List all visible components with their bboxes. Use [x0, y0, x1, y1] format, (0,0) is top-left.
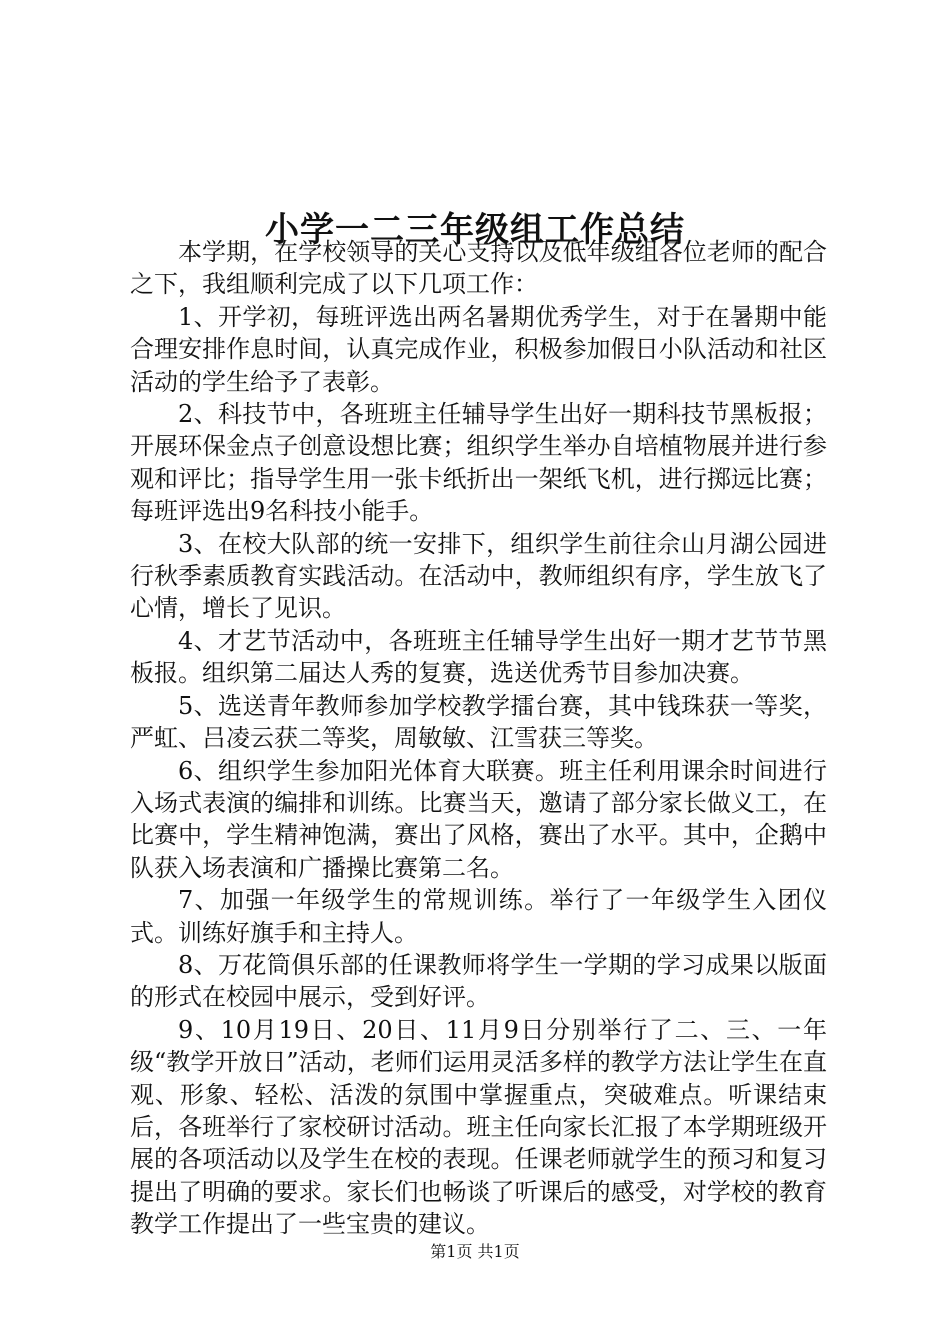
- paragraph-intro: 本学期，在学校领导的关心支持以及低年级组各位老师的配合之下，我组顺利完成了以下几项工作：: [130, 238, 827, 299]
- document-body: [130, 236, 827, 1241]
- paragraph-item-5: 5、选送青年教师参加学校教学擂台赛，其中钱珠获一等奖，严虹、吕凌云获二等奖，周敏敏、江雪获三等奖。: [130, 691, 827, 753]
- paragraph-item-9: 9、10月19日、20日、11月9日分别举行了二、三、一年级“教学开放日”活动，老师们运用灵活多样的教学方法让学生在直观、形象、轻松、活泼的氛围中掌握重点，突破难点。听课结束后，各班举行了家校研讨活动。班主任向家长汇报了本学期班级开展的各项活动以及学生在校的表现。任课老师就学生的预习和复习提出了明确的要求。家长们也畅谈了听课后的感受，对学校的教育教学工作提出了一些宝贵的建议。: [130, 1015, 827, 1239]
- paragraph-item-2: 2、科技节中，各班班主任辅导学生出好一期科技节黑板报；开展环保金点子创意设想比赛；组织学生举办自培植物展并进行参观和评比；指导学生用一张卡纸折出一架纸飞机，进行掷远比赛；每班评选出9名科技小能手。: [130, 400, 827, 526]
- page-number-footer: 第1页 共1页: [430, 1242, 520, 1261]
- paragraph-item-6: 6、组织学生参加阳光体育大联赛。班主任利用课余时间进行入场式表演的编排和训练。比赛当天，邀请了部分家长做义工，在比赛中，学生精神饱满，赛出了风格，赛出了水平。其中，企鹅中队获入场表演和广播操比赛第二名。: [130, 756, 827, 882]
- paragraph-item-7: 7、加强一年级学生的常规训练。举行了一年级学生入团仪式。训练好旗手和主持人。: [130, 886, 827, 947]
- paragraph-item-1: 1、开学初，每班评选出两名暑期优秀学生，对于在暑期中能合理安排作息时间，认真完成作业，积极参加假日小队活动和社区活动的学生给予了表彰。: [130, 302, 827, 396]
- paragraph-item-3: 3、在校大队部的统一安排下，组织学生前往佘山月湖公园进行秋季素质教育实践活动。在活动中，教师组织有序，学生放飞了心情，增长了见识。: [130, 529, 827, 623]
- document-title: 小学一二三年级组工作总结: [265, 209, 685, 250]
- paragraph-item-4: 4、才艺节活动中，各班班主任辅导学生出好一期才艺节节黑板报。组织第二届达人秀的复赛，选送优秀节目参加决赛。: [130, 626, 827, 688]
- paragraph-item-8: 8、万花筒俱乐部的任课教师将学生一学期的学习成果以版面的形式在校园中展示，受到好评。: [130, 950, 827, 1012]
